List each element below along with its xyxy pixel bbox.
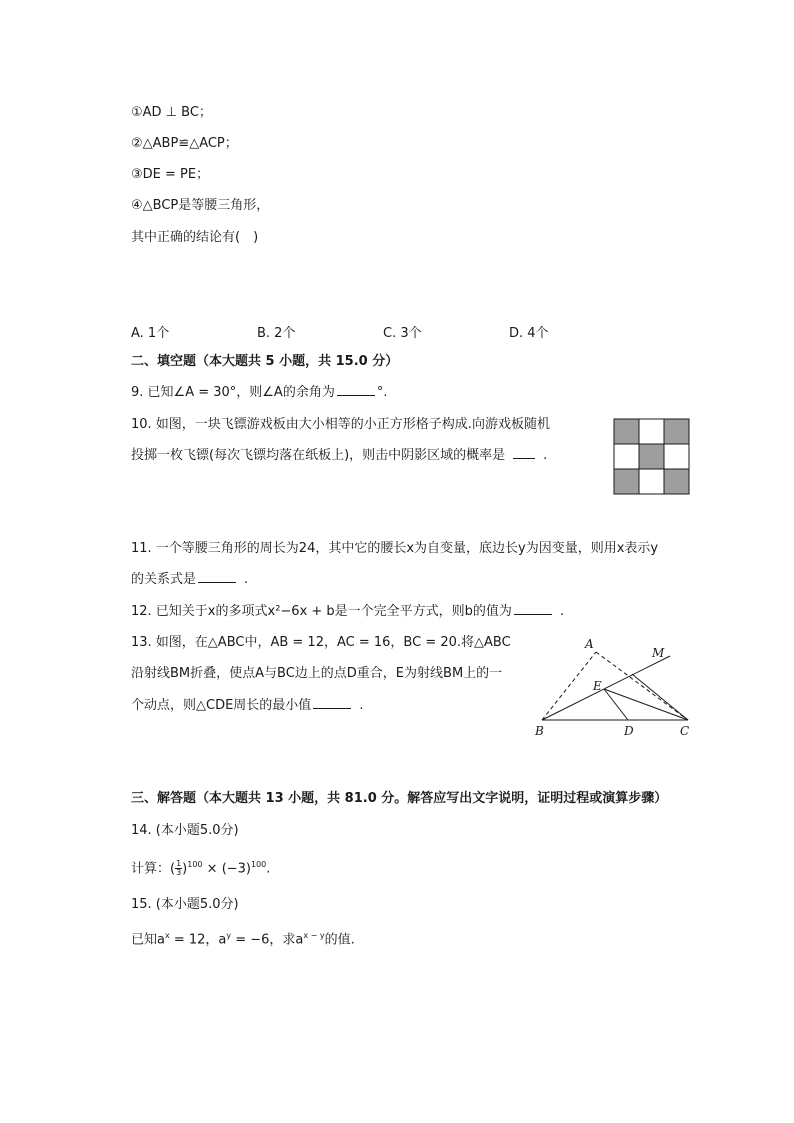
answer-blank	[513, 447, 535, 459]
triangle-figure	[530, 632, 700, 742]
q14-paren: )	[182, 861, 188, 877]
q12-suffix: .	[559, 604, 565, 619]
q10-suffix: .	[543, 448, 548, 463]
q15-expression	[131, 927, 355, 949]
q9-text: 9. 已知∠A = 30°，则∠A的余角为	[131, 385, 335, 400]
q14-expression	[131, 856, 270, 878]
q14-times: × (−3)	[202, 861, 251, 877]
option-c: C. 3个	[383, 326, 422, 341]
q11-line2	[131, 571, 248, 589]
conclusion-2: ②△ABP≌△ACP；	[131, 136, 238, 151]
grid-cell	[639, 419, 664, 444]
question-text: 其中正确的结论有( )	[131, 230, 259, 245]
q15-mid2: = −6，求a	[231, 932, 304, 948]
label-c: C	[680, 724, 690, 738]
label-m: M	[652, 646, 665, 660]
exponent: 100	[251, 860, 267, 869]
exponent: x	[164, 931, 170, 940]
q15-end: 的值.	[324, 932, 355, 948]
conclusion-1: ①AD ⊥ BC；	[131, 105, 212, 120]
q15-mid1: = 12，a	[169, 932, 227, 948]
q11-text: 的关系式是	[131, 572, 197, 587]
option-d: D. 4个	[509, 326, 549, 341]
q9-suffix: °.	[376, 385, 388, 400]
section2-header: 二、填空题（本大题共 5 小题，共 15.0 分）	[131, 354, 399, 369]
q9	[131, 384, 387, 402]
q13-suffix: .	[359, 698, 364, 713]
grid-cell	[639, 469, 664, 494]
q15-prefix: 已知a	[131, 932, 165, 948]
grid-cell-shaded	[614, 419, 639, 444]
fraction-denominator: 3	[176, 868, 182, 878]
grid-cell-shaded	[664, 419, 689, 444]
label-a: A	[585, 637, 594, 651]
grid-cell-shaded	[664, 469, 689, 494]
q10-line2	[131, 447, 547, 465]
fraction-numerator: 1	[176, 859, 182, 869]
q13-line3	[131, 697, 363, 715]
conclusion-3: ③DE = PE；	[131, 167, 210, 182]
ray-bm	[542, 656, 670, 720]
answer-blank	[313, 697, 351, 709]
q14-end: .	[266, 861, 271, 877]
conclusion-4: ④△BCP是等腰三角形，	[131, 198, 270, 213]
option-a: A. 1个	[131, 326, 170, 341]
grid-cell	[664, 444, 689, 469]
option-b: B. 2个	[257, 326, 296, 341]
section3-header: 三、解答题（本大题共 13 小题，共 81.0 分。解答应写出文字说明，证明过程或演算步骤）	[131, 791, 668, 806]
segment-ab-dashed	[542, 652, 596, 720]
q10-line1: 10. 如图，一块飞镖游戏板由大小相等的小正方形格子构成.向游戏板随机	[131, 417, 550, 432]
answer-blank	[198, 571, 236, 583]
exponent: x − y	[303, 931, 325, 940]
answer-blank	[514, 603, 552, 615]
q14-prefix: 计算：(	[131, 861, 176, 877]
grid-cell-shaded	[614, 469, 639, 494]
label-b: B	[535, 724, 544, 738]
segment-fold	[632, 674, 688, 720]
exponent: y	[226, 931, 232, 940]
q11-suffix: .	[244, 572, 249, 587]
q14-title: 14. (本小题5.0分)	[131, 823, 239, 838]
q11-line1: 11. 一个等腰三角形的周长为24，其中它的腰长x为自变量，底边长y为因变量，则用x表示y	[131, 541, 659, 556]
label-e: E	[593, 679, 602, 693]
exponent: 100	[187, 860, 203, 869]
label-d: D	[624, 724, 634, 738]
q13-line1: 13. 如图，在△ABC中，AB = 12，AC = 16，BC = 20.将△ABC	[131, 635, 511, 650]
q12-text: 12. 已知关于x的多项式x²−6x + b是一个完全平方式，则b的值为	[131, 604, 512, 619]
q15-title: 15. (本小题5.0分)	[131, 897, 239, 912]
grid-cell	[614, 444, 639, 469]
answer-blank	[337, 384, 375, 396]
q12	[131, 603, 564, 621]
q13-text: 个动点，则△CDE周长的最小值	[131, 698, 312, 713]
q10-text: 投掷一枚飞镖(每次飞镖均落在纸板上)，则击中阴影区域的概率是	[131, 448, 506, 463]
dart-board-grid	[613, 418, 691, 496]
q13-line2: 沿射线BM折叠，使点A与BC边上的点D重合，E为射线BM上的一	[131, 666, 503, 681]
grid-cell-shaded	[639, 444, 664, 469]
